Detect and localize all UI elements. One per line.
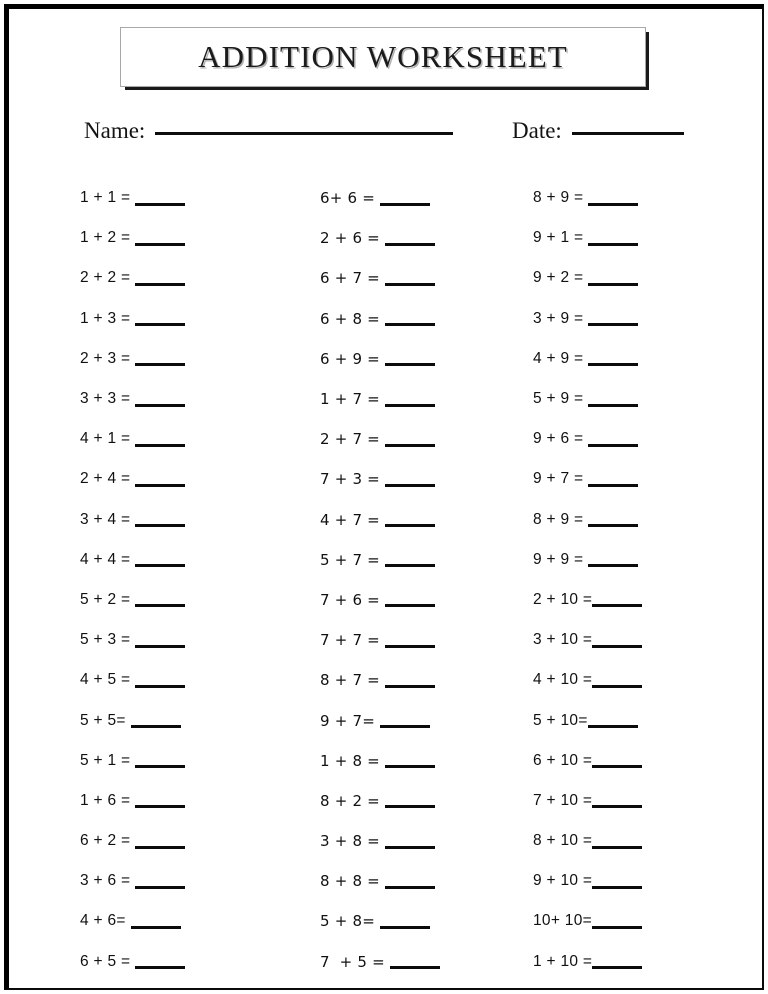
problem-row xyxy=(320,178,505,218)
title-box xyxy=(120,27,646,87)
problem-row xyxy=(80,741,260,781)
problem-row xyxy=(80,660,260,700)
answer-blank[interactable] xyxy=(380,725,430,728)
answer-blank[interactable] xyxy=(380,926,430,929)
answer-blank[interactable] xyxy=(385,564,435,567)
problem-expression: 6+ 6 = xyxy=(320,189,375,208)
answer-blank[interactable] xyxy=(135,805,185,808)
student-info-row xyxy=(0,118,768,152)
problem-row xyxy=(533,540,723,580)
problem-expression: 2 + 7 = xyxy=(320,430,380,449)
problem-row xyxy=(533,459,723,499)
answer-blank[interactable] xyxy=(588,444,638,447)
problem-expression: 2 + 2 = xyxy=(80,269,131,287)
problem-expression: 5 + 8= xyxy=(320,912,375,931)
answer-blank[interactable] xyxy=(588,725,638,728)
problem-expression: 2 + 6 = xyxy=(320,229,380,248)
problem-expression: 5 + 10= xyxy=(533,711,588,729)
answer-blank[interactable] xyxy=(588,404,638,407)
problem-expression: 4 + 1 = xyxy=(80,430,131,448)
problem-expression: 9 + 6 = xyxy=(533,430,584,448)
problem-row xyxy=(80,299,260,339)
date-write-line[interactable] xyxy=(572,132,684,135)
answer-blank[interactable] xyxy=(135,685,185,688)
answer-blank[interactable] xyxy=(385,323,435,326)
answer-blank[interactable] xyxy=(385,846,435,849)
answer-blank[interactable] xyxy=(135,404,185,407)
answer-blank[interactable] xyxy=(135,363,185,366)
answer-blank[interactable] xyxy=(592,604,642,607)
answer-blank[interactable] xyxy=(385,243,435,246)
name-label: Name: xyxy=(84,118,146,143)
answer-blank[interactable] xyxy=(135,564,185,567)
problem-columns xyxy=(0,178,768,978)
problem-row xyxy=(320,620,505,660)
problem-expression: 7 + 10 = xyxy=(533,791,593,809)
problem-row xyxy=(533,299,723,339)
problem-row xyxy=(533,379,723,419)
problem-expression: 1 + 8 = xyxy=(320,751,380,770)
problem-expression: 9 + 9 = xyxy=(533,550,584,568)
answer-blank[interactable] xyxy=(135,604,185,607)
answer-blank[interactable] xyxy=(592,805,642,808)
problem-row xyxy=(533,781,723,821)
answer-blank[interactable] xyxy=(131,725,181,728)
problem-expression: 4 + 6= xyxy=(80,912,126,930)
problem-row xyxy=(533,821,723,861)
problem-row xyxy=(80,459,260,499)
problem-expression: 3 + 8 = xyxy=(320,832,380,851)
answer-blank[interactable] xyxy=(588,323,638,326)
problem-row xyxy=(80,781,260,821)
problem-expression: 9 + 2 = xyxy=(533,269,584,287)
problem-expression: 4 + 4 = xyxy=(80,550,131,568)
answer-blank[interactable] xyxy=(135,444,185,447)
answer-blank[interactable] xyxy=(592,645,642,648)
problem-expression: 7 + 3 = xyxy=(320,470,380,489)
problem-row xyxy=(320,700,505,740)
answer-blank[interactable] xyxy=(385,363,435,366)
problem-expression: 3 + 4 = xyxy=(80,510,131,528)
answer-blank[interactable] xyxy=(592,926,642,929)
answer-blank[interactable] xyxy=(385,805,435,808)
answer-blank[interactable] xyxy=(385,765,435,768)
answer-blank[interactable] xyxy=(135,966,185,969)
problem-expression: 9 + 7= xyxy=(320,711,375,730)
problem-row xyxy=(533,178,723,218)
answer-blank[interactable] xyxy=(135,765,185,768)
problem-row xyxy=(320,258,505,298)
answer-blank[interactable] xyxy=(135,645,185,648)
answer-blank[interactable] xyxy=(390,966,440,969)
problem-row xyxy=(80,379,260,419)
problem-row xyxy=(533,700,723,740)
problem-row xyxy=(320,500,505,540)
problem-expression: 8 + 10 = xyxy=(533,832,593,850)
problem-row xyxy=(320,218,505,258)
problem-expression: 7 + 7 = xyxy=(320,631,380,650)
problem-expression: 6 + 5 = xyxy=(80,952,131,970)
problem-expression: 1 + 10 = xyxy=(533,952,593,970)
problem-expression: 7 + 5 = xyxy=(320,952,385,971)
problem-row xyxy=(533,942,723,982)
answer-blank[interactable] xyxy=(385,886,435,889)
answer-blank[interactable] xyxy=(385,604,435,607)
name-write-line[interactable] xyxy=(155,132,453,135)
answer-blank[interactable] xyxy=(588,363,638,366)
problem-row xyxy=(80,580,260,620)
problem-expression: 3 + 9 = xyxy=(533,309,584,327)
problem-column-3 xyxy=(533,178,723,982)
problem-row xyxy=(80,861,260,901)
answer-blank[interactable] xyxy=(135,323,185,326)
problem-row xyxy=(320,901,505,941)
answer-blank[interactable] xyxy=(588,564,638,567)
problem-expression: 6 + 7 = xyxy=(320,269,380,288)
problem-expression: 1 + 3 = xyxy=(80,309,131,327)
problem-row xyxy=(533,580,723,620)
problem-expression: 8 + 7 = xyxy=(320,671,380,690)
problem-expression: 1 + 7 = xyxy=(320,390,380,409)
problem-row xyxy=(80,218,260,258)
problem-row xyxy=(533,741,723,781)
problem-column-1 xyxy=(80,178,260,982)
problem-column-2 xyxy=(320,178,505,982)
answer-blank[interactable] xyxy=(135,524,185,527)
answer-blank[interactable] xyxy=(592,966,642,969)
problem-row xyxy=(320,419,505,459)
problem-expression: 5 + 3 = xyxy=(80,631,131,649)
problem-row xyxy=(320,379,505,419)
problem-expression: 1 + 2 = xyxy=(80,229,131,247)
answer-blank[interactable] xyxy=(385,645,435,648)
problem-row xyxy=(320,459,505,499)
problem-expression: 6 + 10 = xyxy=(533,751,593,769)
problem-expression: 9 + 7 = xyxy=(533,470,584,488)
answer-blank[interactable] xyxy=(588,203,638,206)
answer-blank[interactable] xyxy=(588,524,638,527)
problem-expression: 8 + 9 = xyxy=(533,189,584,207)
problem-expression: 4 + 7 = xyxy=(320,510,380,529)
problem-row xyxy=(320,861,505,901)
answer-blank[interactable] xyxy=(131,926,181,929)
problem-row xyxy=(80,258,260,298)
problem-expression: 5 + 2 = xyxy=(80,590,131,608)
answer-blank[interactable] xyxy=(385,444,435,447)
answer-blank[interactable] xyxy=(135,203,185,206)
problem-row xyxy=(533,339,723,379)
page-title: ADDITION WORKSHEET xyxy=(198,39,568,74)
answer-blank[interactable] xyxy=(385,484,435,487)
problem-expression: 10+ 10= xyxy=(533,912,592,930)
problem-row xyxy=(320,580,505,620)
problem-expression: 2 + 10 = xyxy=(533,590,593,608)
problem-row xyxy=(320,741,505,781)
answer-blank[interactable] xyxy=(592,886,642,889)
problem-expression: 3 + 3 = xyxy=(80,390,131,408)
problem-row xyxy=(320,299,505,339)
problem-expression: 4 + 5 = xyxy=(80,671,131,689)
problem-row xyxy=(533,620,723,660)
problem-expression: 2 + 3 = xyxy=(80,349,131,367)
answer-blank[interactable] xyxy=(135,846,185,849)
problem-row xyxy=(533,218,723,258)
problem-row xyxy=(320,339,505,379)
problem-expression: 5 + 5= xyxy=(80,711,126,729)
problem-row xyxy=(533,660,723,700)
problem-expression: 8 + 2 = xyxy=(320,791,380,810)
answer-blank[interactable] xyxy=(380,203,430,206)
problem-row xyxy=(80,500,260,540)
problem-row xyxy=(533,419,723,459)
answer-blank[interactable] xyxy=(385,404,435,407)
problem-expression: 6 + 8 = xyxy=(320,309,380,328)
problem-row xyxy=(533,901,723,941)
problem-expression: 5 + 1 = xyxy=(80,751,131,769)
answer-blank[interactable] xyxy=(385,283,435,286)
name-field[interactable] xyxy=(84,118,453,144)
date-field[interactable] xyxy=(512,118,684,144)
answer-blank[interactable] xyxy=(135,484,185,487)
answer-blank[interactable] xyxy=(588,243,638,246)
problem-row xyxy=(320,660,505,700)
problem-row xyxy=(80,178,260,218)
problem-expression: 6 + 2 = xyxy=(80,832,131,850)
answer-blank[interactable] xyxy=(135,886,185,889)
answer-blank[interactable] xyxy=(135,283,185,286)
problem-row xyxy=(80,901,260,941)
problem-expression: 2 + 4 = xyxy=(80,470,131,488)
problem-row xyxy=(320,821,505,861)
problem-row xyxy=(533,861,723,901)
answer-blank[interactable] xyxy=(588,484,638,487)
answer-blank[interactable] xyxy=(592,846,642,849)
problem-row xyxy=(80,419,260,459)
problem-expression: 5 + 9 = xyxy=(533,390,584,408)
answer-blank[interactable] xyxy=(385,524,435,527)
problem-row xyxy=(320,942,505,982)
problem-row xyxy=(80,821,260,861)
problem-expression: 5 + 7 = xyxy=(320,550,380,569)
answer-blank[interactable] xyxy=(592,685,642,688)
problem-row xyxy=(320,540,505,580)
problem-row xyxy=(80,700,260,740)
answer-blank[interactable] xyxy=(592,765,642,768)
problem-expression: 3 + 10 = xyxy=(533,631,593,649)
problem-expression: 4 + 9 = xyxy=(533,349,584,367)
problem-row xyxy=(80,942,260,982)
problem-expression: 3 + 6 = xyxy=(80,872,131,890)
problem-expression: 8 + 9 = xyxy=(533,510,584,528)
problem-expression: 7 + 6 = xyxy=(320,590,380,609)
date-label: Date: xyxy=(512,118,562,143)
problem-expression: 1 + 1 = xyxy=(80,189,131,207)
problem-expression: 9 + 10 = xyxy=(533,872,593,890)
problem-row xyxy=(80,339,260,379)
problem-expression: 9 + 1 = xyxy=(533,229,584,247)
problem-expression: 8 + 8 = xyxy=(320,872,380,891)
problem-row xyxy=(320,781,505,821)
answer-blank[interactable] xyxy=(385,685,435,688)
problem-row xyxy=(533,258,723,298)
problem-row xyxy=(533,500,723,540)
problem-expression: 4 + 10 = xyxy=(533,671,593,689)
problem-row xyxy=(80,540,260,580)
answer-blank[interactable] xyxy=(135,243,185,246)
problem-expression: 1 + 6 = xyxy=(80,791,131,809)
problem-expression: 6 + 9 = xyxy=(320,349,380,368)
problem-row xyxy=(80,620,260,660)
answer-blank[interactable] xyxy=(588,283,638,286)
